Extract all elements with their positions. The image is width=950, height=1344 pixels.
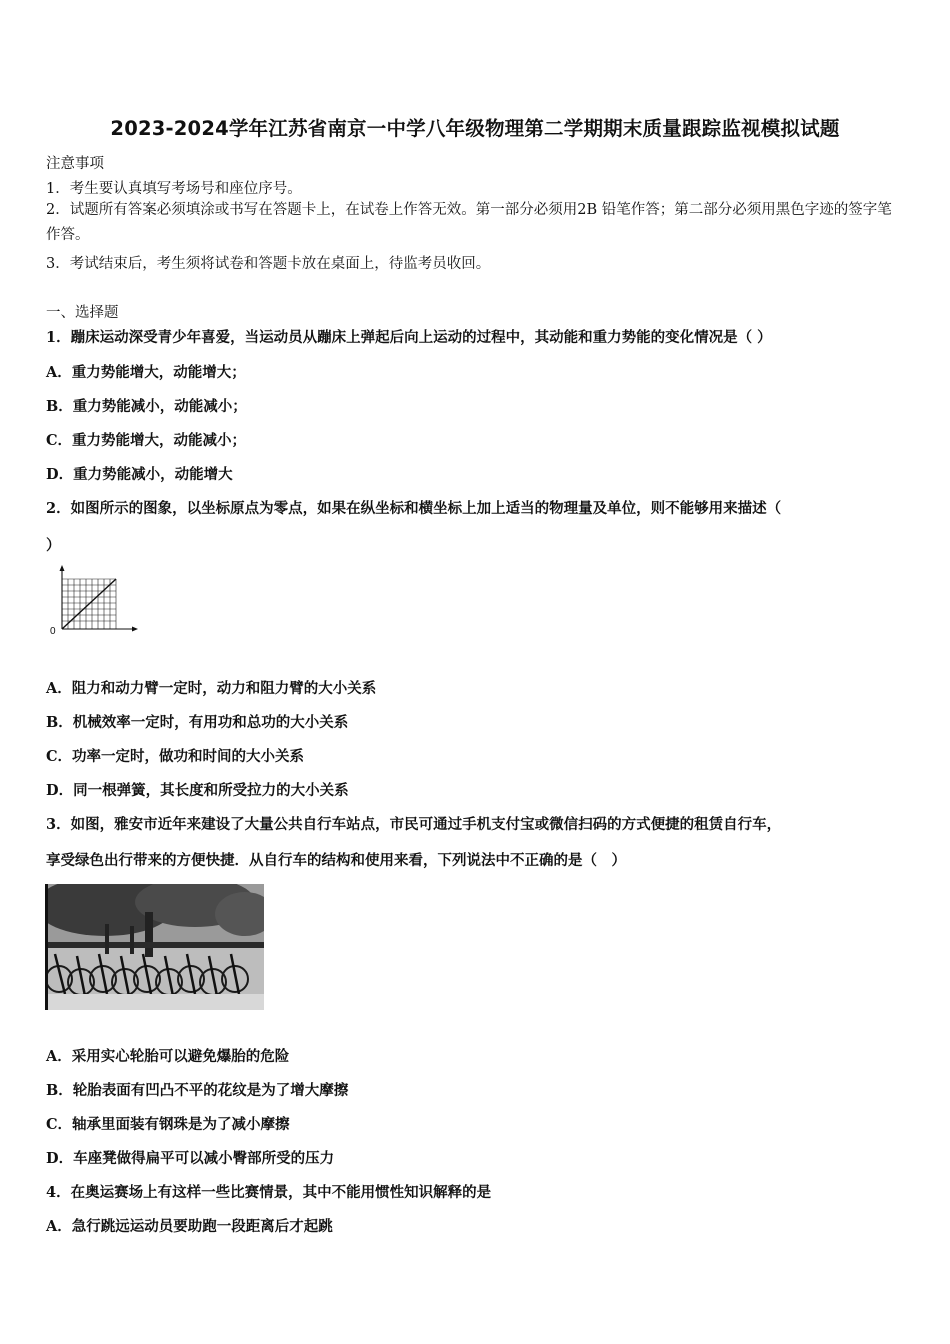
question-2-option-d[interactable]: D．同一根弹簧，其长度和所受拉力的大小关系 <box>46 782 349 799</box>
question-3-stem: 3．如图，雅安市近年来建设了大量公共自行车站点，市民可通过手机支付宝或微信扫码的方式便捷的租赁自行车， <box>46 816 782 833</box>
question-3-option-c[interactable]: C．轴承里面装有钢珠是为了减小摩擦 <box>46 1116 290 1133</box>
question-1-stem: 1．蹦床运动深受青少年喜爱，当运动员从蹦床上弹起后向上运动的过程中，其动能和重力势能的变化情况是（ ） <box>46 329 772 346</box>
question-3-option-b[interactable]: B．轮胎表面有凹凸不平的花纹是为了增大摩擦 <box>46 1082 349 1099</box>
question-4-stem: 4．在奥运赛场上有这样一些比赛情景，其中不能用惯性知识解释的是 <box>46 1184 492 1201</box>
question-3-option-a[interactable]: A．采用实心轮胎可以避免爆胎的危险 <box>46 1048 290 1065</box>
page-title: 2023-2024学年江苏省南京一中学八年级物理第二学期期末质量跟踪监视模拟试题 <box>110 117 840 140</box>
graph-origin-label: 0 <box>50 626 56 637</box>
question-1-option-b[interactable]: B．重力势能减小，动能减小； <box>46 398 247 415</box>
question-1-option-d[interactable]: D．重力势能减小，动能增大 <box>46 466 233 483</box>
question-3-option-d[interactable]: D．车座凳做得扁平可以减小臀部所受的压力 <box>46 1150 335 1167</box>
question-2-option-b[interactable]: B．机械效率一定时，有用功和总功的大小关系 <box>46 714 349 731</box>
question-3-stem-line2: 享受绿色出行带来的方便快捷．从自行车的结构和使用来看，下列说法中不正确的是（ ） <box>46 852 626 869</box>
notice-heading: 注意事项 <box>46 156 104 172</box>
linear-graph-figure <box>46 565 142 641</box>
question-2-option-c[interactable]: C．功率一定时，做功和时间的大小关系 <box>46 748 305 765</box>
bicycle-station-photo <box>45 884 264 1010</box>
notice-item-2: 2．试题所有答案必须填涂或书写在答题卡上，在试卷上作答无效。第一部分必须用2B 铅笔作答；第二部分必须用黑色字迹的签字笔作答。 <box>46 202 892 243</box>
notice-item-1: 1．考生要认真填写考场号和座位序号。 <box>46 181 302 197</box>
question-1-option-c[interactable]: C．重力势能增大，动能减小； <box>46 432 247 449</box>
notice-item-3: 3．考试结束后，考生须将试卷和答题卡放在桌面上，待监考员收回。 <box>46 256 491 272</box>
question-2-option-a[interactable]: A．阻力和动力臂一定时，动力和阻力臂的大小关系 <box>46 680 377 697</box>
question-2-stem: 2．如图所示的图象，以坐标原点为零点，如果在纵坐标和横坐标上加上适当的物理量及单位，则不能够用来描述（ <box>46 500 782 517</box>
question-1-option-a[interactable]: A．重力势能增大，动能增大； <box>46 364 246 381</box>
question-2-stem-end: ） <box>46 537 61 554</box>
question-4-option-a[interactable]: A．急行跳远运动员要助跑一段距离后才起跳 <box>46 1218 333 1235</box>
section-heading: 一、选择题 <box>46 305 119 321</box>
